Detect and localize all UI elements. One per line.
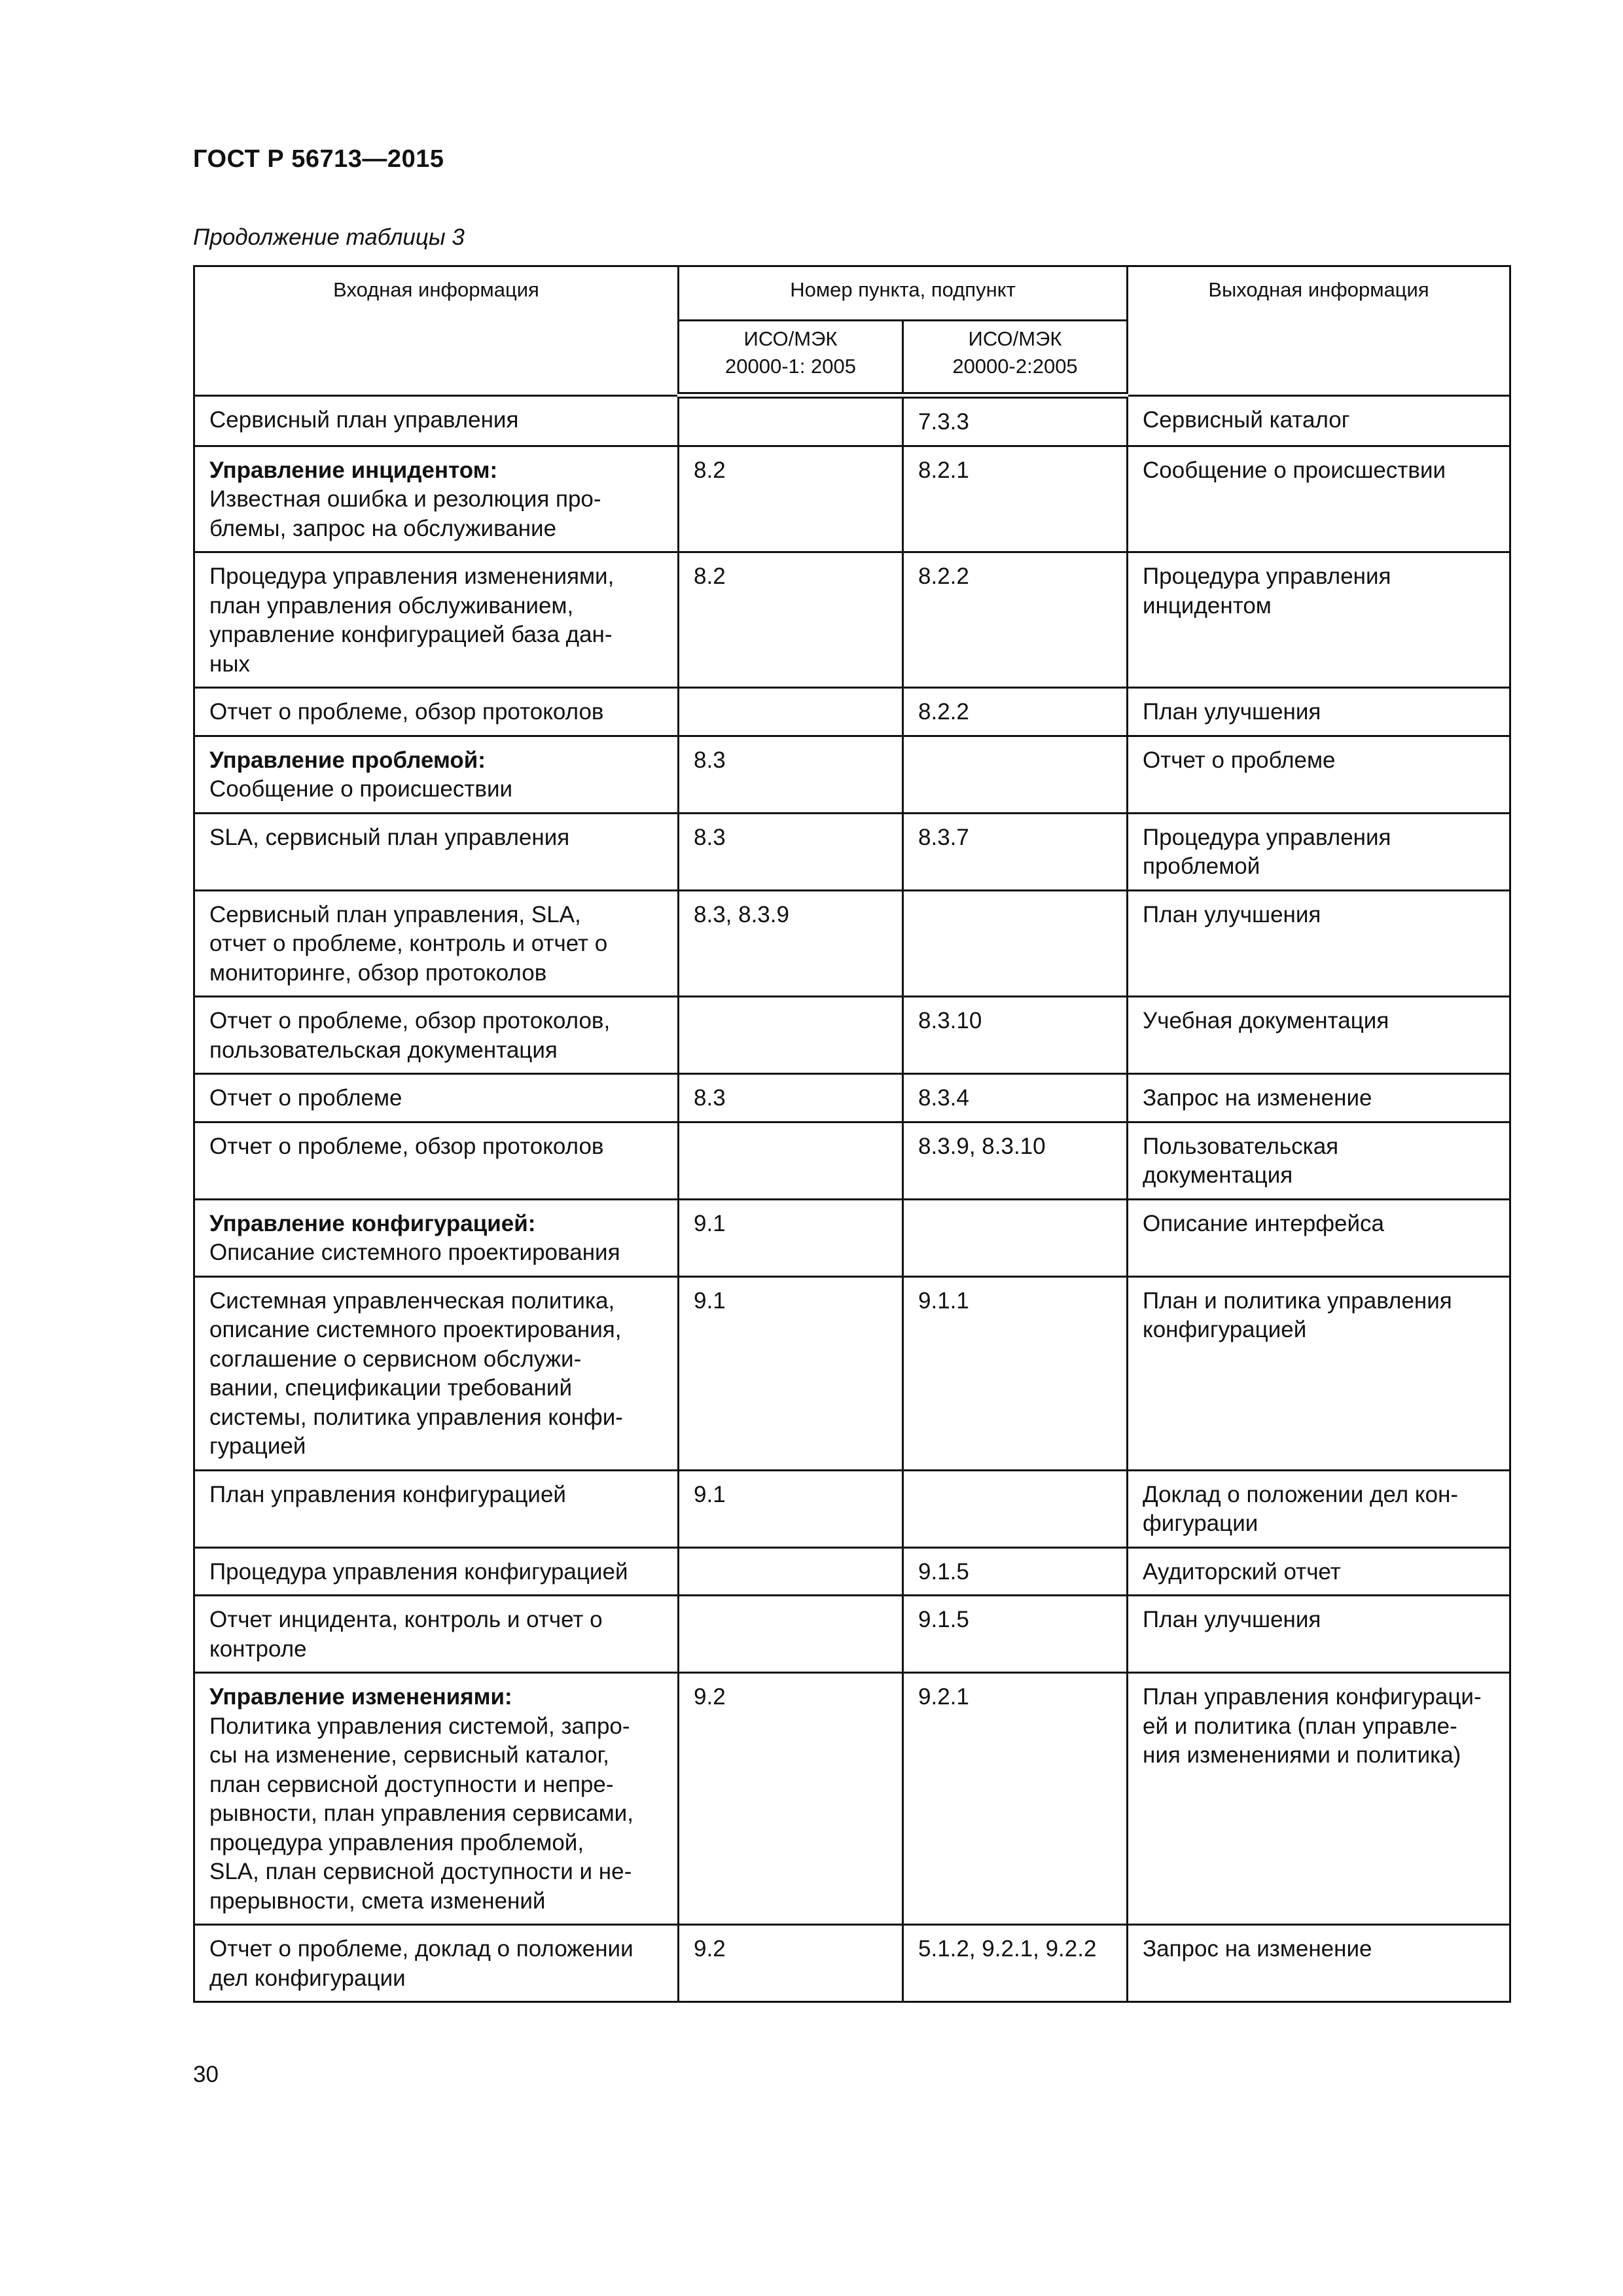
cell-output: Запрос на изменение (1128, 1074, 1510, 1122)
cell-output: Сервисный каталог (1128, 395, 1510, 446)
cell-iso-20000-2: 8.2.2 (903, 688, 1128, 736)
cell-input (194, 1470, 679, 1547)
column-header-iso-20000-2: ИСО/МЭК 20000-2:2005 (903, 321, 1128, 396)
cell-iso-20000-1 (679, 395, 903, 446)
cell-output: Отчет о проблеме (1128, 736, 1510, 813)
cell-output: Описание интерфейса (1128, 1199, 1510, 1276)
document-id: ГОСТ Р 56713—2015 (193, 145, 444, 173)
section-heading: Управление конфигурацией: (209, 1210, 536, 1236)
input-text: Отчет о проблеме, обзор протоколов (209, 1133, 604, 1159)
cell-iso-20000-1: 9.1 (679, 1276, 903, 1470)
input-text: SLA, сервисный план управления (209, 824, 570, 850)
input-text: Сервисный план управления (209, 406, 519, 433)
cell-output: Аудиторский отчет (1128, 1547, 1510, 1596)
cell-input (194, 736, 679, 813)
table-row (194, 1199, 1510, 1276)
cell-output: Запрос на изменение (1128, 1925, 1510, 2002)
cell-iso-20000-2: 9.1.1 (903, 1276, 1128, 1470)
cell-iso-20000-1: 8.3 (679, 813, 903, 890)
cell-output: Сообщение о происшествии (1128, 446, 1510, 552)
table-row (194, 736, 1510, 813)
cell-input (194, 997, 679, 1074)
cell-iso-20000-1: 9.2 (679, 1673, 903, 1925)
cell-iso-20000-2: 5.1.2, 9.2.1, 9.2.2 (903, 1925, 1128, 2002)
cell-iso-20000-2 (903, 736, 1128, 813)
cell-iso-20000-2: 7.3.3 (903, 395, 1128, 446)
cell-input (194, 1276, 679, 1470)
cell-input (194, 446, 679, 552)
input-text: Системная управленческая политика, описание системного проектирования, соглашение о сервисном обслужи- вании, спецификации требований системы, политика управления конфи- гурацией (209, 1287, 623, 1459)
input-text: Сообщение о происшествии (209, 776, 513, 802)
table-row (194, 1074, 1510, 1122)
cell-input (194, 688, 679, 736)
cell-input (194, 395, 679, 446)
input-text: Сервисный план управления, SLA, отчет о проблеме, контроль и отчет о мониторинге, обзор протоколов (209, 901, 608, 986)
cell-input (194, 890, 679, 997)
cell-iso-20000-2: 8.2.2 (903, 552, 1128, 688)
cell-iso-20000-2 (903, 1470, 1128, 1547)
cell-iso-20000-1 (679, 1596, 903, 1673)
cell-output: Доклад о положении дел кон- фигурации (1128, 1470, 1510, 1547)
input-text: Процедура управления изменениями, план управления обслуживанием, управление конфигурацией база дан- ных (209, 564, 615, 677)
cell-iso-20000-1: 8.2 (679, 446, 903, 552)
cell-output: План улучшения (1128, 890, 1510, 997)
cell-iso-20000-1: 9.1 (679, 1199, 903, 1276)
table-row (194, 1122, 1510, 1199)
section-heading: Управление проблемой: (209, 747, 486, 773)
cell-iso-20000-2 (903, 1199, 1128, 1276)
table-row (194, 688, 1510, 736)
table-row (194, 890, 1510, 997)
table-row (194, 1276, 1510, 1470)
cell-input (194, 1596, 679, 1673)
input-text: Описание системного проектирования (209, 1240, 620, 1265)
input-text: Отчет о проблеме, доклад о положении дел конфигурации (209, 1936, 633, 1991)
table-row (194, 1673, 1510, 1925)
table-row (194, 1596, 1510, 1673)
cell-output: Учебная документация (1128, 997, 1510, 1074)
cell-iso-20000-1 (679, 1547, 903, 1596)
page-number: 30 (193, 2062, 219, 2087)
input-text: Политика управления системой, запро- сы на изменение, сервисный каталог, план сервисной доступности и непре- рывности, план управления сервисами, процедура управления проблемой, SLA, план сервисной доступности и не- прерывности, смета изменений (209, 1713, 633, 1914)
cell-iso-20000-1 (679, 997, 903, 1074)
table-row (194, 813, 1510, 890)
cell-input (194, 1199, 679, 1276)
cell-input (194, 1925, 679, 2002)
table-row (194, 1470, 1510, 1547)
cell-iso-20000-2: 9.1.5 (903, 1596, 1128, 1673)
cell-iso-20000-2: 8.3.10 (903, 997, 1128, 1074)
cell-iso-20000-1: 8.3 (679, 736, 903, 813)
cell-output: План управления конфигураци- ей и политика (план управле- ния изменениями и политика) (1128, 1673, 1510, 1925)
cell-iso-20000-2 (903, 890, 1128, 997)
cell-input (194, 1673, 679, 1925)
cell-iso-20000-1: 8.3, 8.3.9 (679, 890, 903, 997)
cell-output: Процедура управления инцидентом (1128, 552, 1510, 688)
cell-output: План и политика управления конфигурацией (1128, 1276, 1510, 1470)
cell-iso-20000-1: 9.2 (679, 1925, 903, 2002)
cell-iso-20000-1: 8.2 (679, 552, 903, 688)
input-text: Известная ошибка и резолюция про- блемы, запрос на обслуживание (209, 486, 601, 541)
input-text: Отчет о проблеме, обзор протоколов, пользовательская документация (209, 1008, 611, 1063)
table-caption: Продолжение таблицы 3 (193, 224, 465, 250)
cell-output: План улучшения (1128, 688, 1510, 736)
cell-iso-20000-2: 9.2.1 (903, 1673, 1128, 1925)
table-row (194, 1547, 1510, 1596)
table-row (194, 552, 1510, 688)
table-row (194, 446, 1510, 552)
cell-output: Процедура управления проблемой (1128, 813, 1510, 890)
cell-iso-20000-2: 8.2.1 (903, 446, 1128, 552)
table-body (194, 395, 1510, 2002)
cell-iso-20000-2: 9.1.5 (903, 1547, 1128, 1596)
cell-input (194, 1547, 679, 1596)
cell-iso-20000-2: 8.3.4 (903, 1074, 1128, 1122)
cell-iso-20000-2: 8.3.7 (903, 813, 1128, 890)
section-heading: Управление инцидентом: (209, 457, 498, 483)
cell-iso-20000-1: 8.3 (679, 1074, 903, 1122)
column-header-clause: Номер пункта, подпункт (679, 266, 1128, 321)
input-text: Отчет о проблеме, обзор протоколов (209, 699, 604, 725)
cell-iso-20000-1 (679, 688, 903, 736)
table-row (194, 1925, 1510, 2002)
column-header-input: Входная информация (194, 266, 679, 396)
cell-input (194, 1074, 679, 1122)
cell-output: Пользовательская документация (1128, 1122, 1510, 1199)
input-text: План управления конфигурацией (209, 1481, 566, 1507)
column-header-output: Выходная информация (1128, 266, 1510, 396)
standards-table (193, 265, 1511, 2003)
cell-iso-20000-2: 8.3.9, 8.3.10 (903, 1122, 1128, 1199)
input-text: Процедура управления конфигурацией (209, 1558, 628, 1585)
cell-output: План улучшения (1128, 1596, 1510, 1673)
table-row (194, 395, 1510, 446)
cell-iso-20000-1: 9.1 (679, 1470, 903, 1547)
input-text: Отчет о проблеме (209, 1085, 402, 1111)
table-row (194, 997, 1510, 1074)
cell-iso-20000-1 (679, 1122, 903, 1199)
cell-input (194, 1122, 679, 1199)
section-heading: Управление изменениями: (209, 1684, 512, 1710)
input-text: Отчет инцидента, контроль и отчет о контроле (209, 1607, 603, 1662)
cell-input (194, 813, 679, 890)
cell-input (194, 552, 679, 688)
column-header-iso-20000-1: ИСО/МЭК 20000-1: 2005 (679, 321, 903, 396)
